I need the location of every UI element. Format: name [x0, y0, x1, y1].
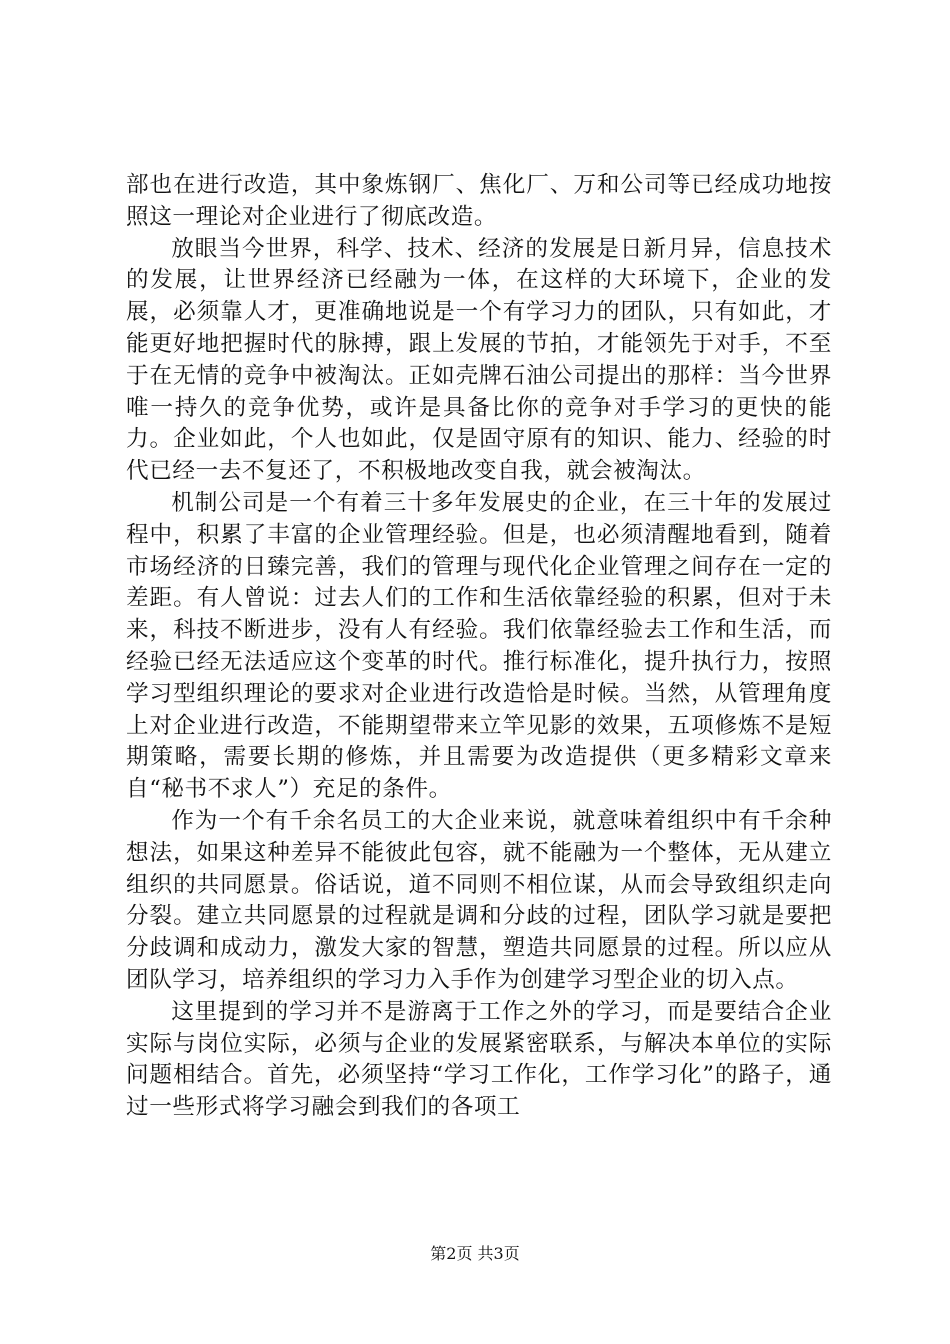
- paragraph-5: 这里提到的学习并不是游离于工作之外的学习，而是要结合企业实际与岗位实际，必须与企业的发展紧密联系，与解决本单位的实际问题相结合。首先，必须坚持“学习工作化，工作学习化”的路子，通过一些形式将学习融会到我们的各项工: [126, 998, 832, 1121]
- paragraph-1: 部也在进行改造，其中象炼钢厂、焦化厂、万和公司等已经成功地按照这一理论对企业进行了彻底改造。: [126, 172, 832, 230]
- paragraph-4: 作为一个有千余名员工的大企业来说，就意味着组织中有千余种想法，如果这种差异不能彼此包容，就不能融为一个整体，无从建立组织的共同愿景。俗话说，道不同则不相位谋，从而会导致组织走向分裂。建立共同愿景的过程就是调和分歧的过程，团队学习就是要把分歧调和成动力，激发大家的智慧，塑造共同愿景的过程。所以应从团队学习，培养组织的学习力入手作为创建学习型企业的切入点。: [126, 807, 832, 993]
- paragraph-3: 机制公司是一个有着三十多年发展史的企业，在三十年的发展过程中，积累了丰富的企业管理经验。但是，也必须清醒地看到，随着市场经济的日臻完善，我们的管理与现代化企业管理之间存在一定的差距。有人曾说：过去人们的工作和生活依靠经验的积累，但对于未来，科技不断进步，没有人有经验。我们依靠经验去工作和生活，而经验已经无法适应这个变革的时代。推行标准化，提升执行力，按照学习型组织理论的要求对企业进行改造恰是时候。当然，从管理角度上对企业进行改造，不能期望带来立竿见影的效果，五项修炼不是短期策略，需要长期的修炼，并且需要为改造提供（更多精彩文章来自“秘书不求人”）充足的条件。: [126, 489, 832, 803]
- document-body: [126, 170, 832, 1124]
- page-footer: 第2页 共3页: [430, 1244, 520, 1263]
- paragraph-2: 放眼当今世界，科学、技术、经济的发展是日新月异，信息技术的发展，让世界经济已经融为一体，在这样的大环境下，企业的发展，必须靠人才，更准确地说是一个有学习力的团队，只有如此，才能更好地把握时代的脉搏，跟上发展的节拍，才能领先于对手，不至于在无情的竞争中被淘汰。正如壳牌石油公司提出的那样：当今世界唯一持久的竞争优势，或许是具备比你的竞争对手学习的更快的能力。企业如此，个人也如此，仅是固守原有的知识、能力、经验的时代已经一去不复还了，不积极地改变自我，就会被淘汰。: [126, 235, 832, 485]
